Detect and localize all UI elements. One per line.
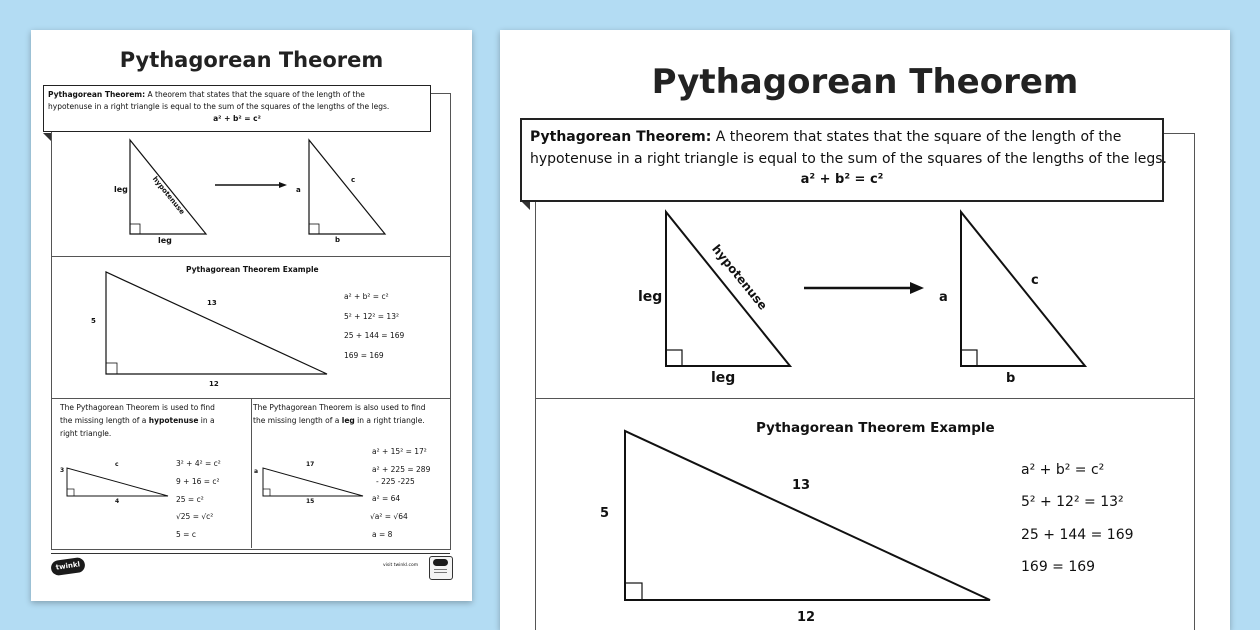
triangle-leg-case bbox=[263, 468, 363, 496]
solution-step: a² = 64 bbox=[372, 494, 401, 503]
right-angle-mark bbox=[130, 224, 140, 234]
solution-step: 9 + 16 = c² bbox=[176, 477, 220, 486]
solution-step: √25 = √c² bbox=[176, 512, 214, 521]
label-b: b bbox=[1006, 371, 1016, 386]
example-step: 169 = 169 bbox=[1021, 559, 1096, 575]
right-triangle bbox=[309, 140, 385, 234]
twinkl-logo: twinkl bbox=[50, 557, 86, 577]
quality-badge-icon bbox=[429, 556, 453, 580]
triangle-label: c bbox=[115, 461, 119, 468]
example-side: 13 bbox=[207, 299, 217, 307]
triangle-hypotenuse-case bbox=[67, 468, 168, 496]
example-side: 5 bbox=[600, 506, 610, 521]
triangle-label: a bbox=[254, 468, 259, 475]
example-side: 5 bbox=[91, 317, 96, 325]
example-triangle bbox=[625, 431, 990, 600]
right-angle-mark bbox=[106, 363, 117, 374]
label-leg: leg bbox=[158, 236, 172, 245]
example-side: 13 bbox=[792, 478, 811, 493]
label-leg: leg bbox=[114, 185, 128, 194]
arrow-head bbox=[910, 282, 924, 294]
right-angle-mark bbox=[309, 224, 319, 234]
label-b: b bbox=[335, 236, 341, 244]
triangle-label: 17 bbox=[306, 461, 315, 468]
right-angle-mark bbox=[961, 350, 977, 366]
example-title: Pythagorean Theorem Example bbox=[186, 265, 319, 274]
example-triangle bbox=[106, 272, 327, 374]
definition-text: hypotenuse in a right triangle is equal to the sum of the squares of the lengths of the legs. bbox=[48, 102, 390, 111]
arrow-head bbox=[279, 182, 287, 188]
example-title: Pythagorean Theorem Example bbox=[756, 420, 995, 436]
label-a: a bbox=[939, 290, 948, 305]
right-triangle bbox=[666, 212, 790, 366]
solution-step: - 225 -225 bbox=[376, 477, 415, 486]
solution-step: √a² = √64 bbox=[370, 512, 408, 521]
label-hypotenuse: hypotenuse bbox=[150, 175, 187, 217]
label-a: a bbox=[296, 186, 301, 194]
right-triangle bbox=[961, 212, 1085, 366]
example-side: 12 bbox=[797, 610, 816, 625]
page-title: Pythagorean Theorem bbox=[119, 48, 384, 72]
definition-term: Pythagorean Theorem: bbox=[48, 90, 146, 99]
hypotenuse-case-text: the missing length of a hypotenuse in a bbox=[60, 416, 215, 425]
definition-term: Pythagorean Theorem: bbox=[530, 129, 712, 145]
worksheet-thumbnail-page[interactable] bbox=[31, 30, 472, 601]
worksheet-zoomed-page[interactable] bbox=[500, 30, 1230, 630]
leg-case-text: The Pythagorean Theorem is also used to find bbox=[253, 403, 426, 412]
example-step: 25 + 144 = 169 bbox=[344, 331, 405, 340]
solution-step: 25 = c² bbox=[176, 495, 204, 504]
page-title: Pythagorean Theorem bbox=[651, 62, 1079, 102]
example-step: 169 = 169 bbox=[344, 351, 384, 360]
example-step: 25 + 144 = 169 bbox=[1021, 527, 1134, 543]
triangle-label: 4 bbox=[115, 498, 120, 505]
definition-text: A theorem that states that the square of the length of the bbox=[715, 129, 1122, 145]
example-step: a² + b² = c² bbox=[344, 292, 389, 301]
definition-text: hypotenuse in a right triangle is equal to the sum of the squares of the lengths of the legs. bbox=[530, 151, 1167, 167]
example-step: a² + b² = c² bbox=[1021, 462, 1105, 478]
solution-step: a² + 15² = 17² bbox=[372, 447, 427, 456]
hypotenuse-case-text: right triangle. bbox=[60, 429, 112, 438]
solution-step: 3² + 4² = c² bbox=[176, 459, 221, 468]
footer-rule bbox=[51, 553, 450, 554]
label-hypotenuse: hypotenuse bbox=[709, 242, 771, 313]
footer-url: visit twinkl.com bbox=[383, 563, 419, 568]
label-c: c bbox=[351, 176, 356, 184]
right-triangle bbox=[130, 140, 206, 234]
formula: a² + b² = c² bbox=[213, 114, 261, 123]
right-angle-mark bbox=[666, 350, 682, 366]
solution-step: a² + 225 = 289 bbox=[372, 465, 431, 474]
right-angle-mark bbox=[67, 489, 74, 496]
example-step: 5² + 12² = 13² bbox=[1021, 494, 1124, 510]
solution-step: a = 8 bbox=[372, 530, 393, 539]
right-angle-mark bbox=[263, 489, 270, 496]
right-angle-mark bbox=[625, 583, 642, 600]
hypotenuse-case-text: The Pythagorean Theorem is used to find bbox=[60, 403, 215, 412]
example-side: 12 bbox=[209, 380, 219, 388]
triangle-label: 15 bbox=[306, 498, 315, 505]
label-leg: leg bbox=[638, 289, 663, 305]
formula: a² + b² = c² bbox=[800, 172, 884, 187]
label-c: c bbox=[1031, 273, 1039, 288]
triangle-label: 3 bbox=[60, 467, 65, 474]
example-step: 5² + 12² = 13² bbox=[344, 312, 399, 321]
leg-case-text: the missing length of a leg in a right triangle. bbox=[253, 416, 425, 425]
solution-step: 5 = c bbox=[176, 530, 196, 539]
label-leg: leg bbox=[711, 370, 736, 386]
definition-text: A theorem that states that the square of the length of the bbox=[147, 90, 365, 99]
